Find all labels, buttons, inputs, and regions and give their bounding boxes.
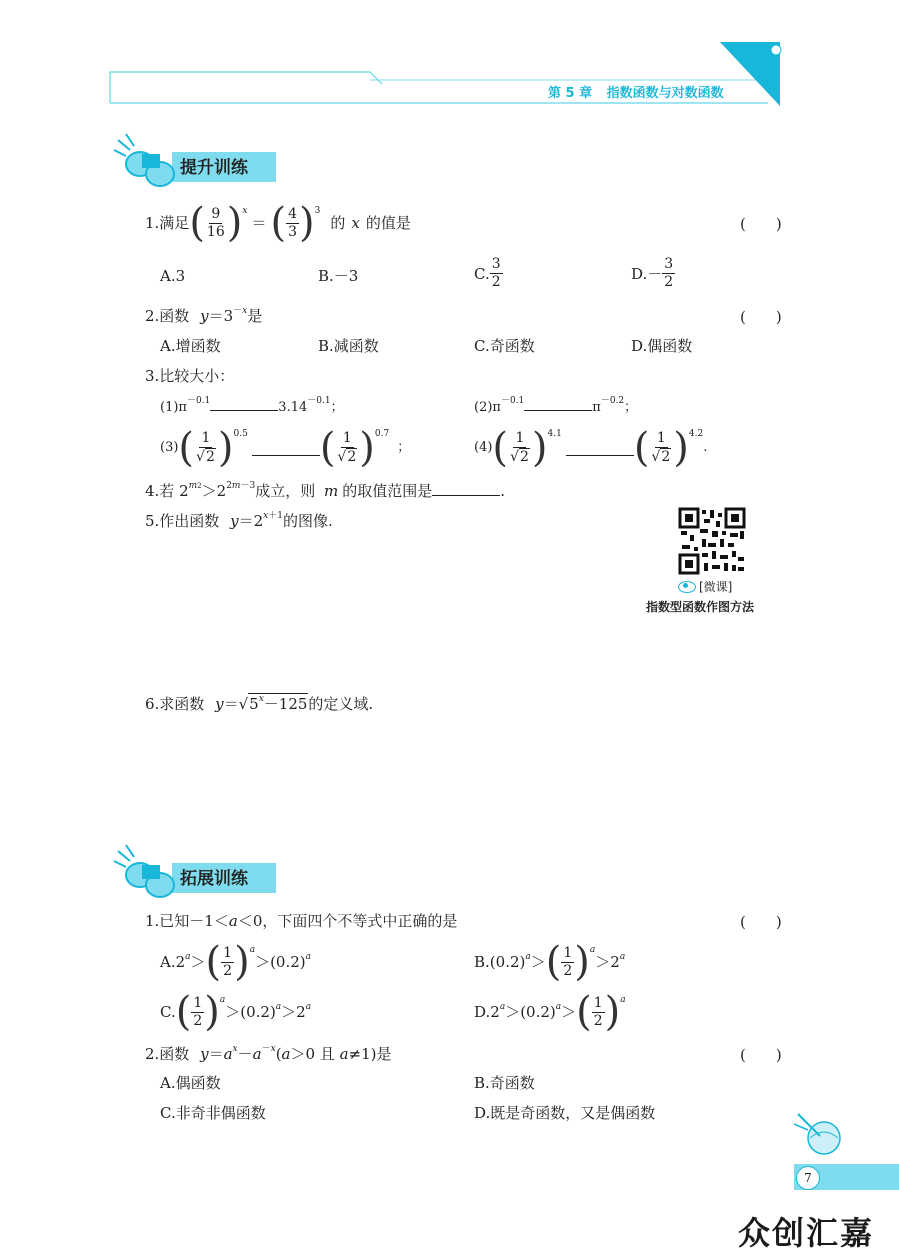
e2-option-a: A.偶函数 bbox=[160, 1074, 221, 1092]
section-title-extend: 拓展训练 bbox=[180, 869, 248, 889]
qr-caption: 指数型函数作图方法 bbox=[646, 600, 755, 614]
q3-part-1: $(1)\pi^{-0.1}$ $3.14^{-0.1}$； bbox=[160, 396, 344, 415]
e1-option-b: B. (0.2) a ＞ ( $\frac{1}{2}$ ) a ＞2 a bbox=[474, 939, 626, 985]
q1-option-a: A.3 bbox=[160, 267, 186, 285]
q1-option-b: B.－3 bbox=[318, 267, 359, 285]
q1-mid: 的 bbox=[330, 214, 346, 232]
q3-part-3: (3) ( 1 √ 2 ) 0.5 ( 1 √ 2 ) 0.7 ； bbox=[160, 425, 411, 471]
q1-suffix: 的值是 bbox=[365, 214, 411, 232]
q2-answer-paren: ( ) bbox=[740, 308, 782, 326]
q2-option-a: A.增函数 bbox=[160, 337, 221, 355]
q1-option-d: D.－ $\frac{3}{2}$ bbox=[631, 256, 674, 290]
brand-watermark: 众创汇嘉 bbox=[738, 1214, 875, 1252]
chapter-number: 第 5 章 bbox=[548, 86, 593, 101]
q3-part-4: (4) ( 1 √ 2 ) 4.1 ( 1 √ 2 ) 4.2 . bbox=[474, 425, 708, 471]
page-number: 7 bbox=[796, 1166, 820, 1190]
e2-answer-paren: ( ) bbox=[740, 1046, 782, 1064]
chapter-title: 指数函数与对数函数 bbox=[606, 86, 724, 101]
q1-var: x bbox=[351, 214, 360, 232]
question-2: 2.函数 $y=3^{-x}$是 bbox=[145, 306, 263, 325]
section-title-improve: 提升训练 bbox=[180, 158, 248, 178]
q3-part-2: $(2)\pi^{-0.1}$ $\pi^{-0.2}$； bbox=[474, 396, 638, 415]
eye-icon bbox=[678, 581, 696, 593]
q2-option-c: C.奇函数 bbox=[474, 337, 535, 355]
q1-option-c: C. $\frac{3}{2}$ bbox=[474, 256, 501, 290]
extend-question-1: 1.已知－1＜a＜0，下面四个不等式中正确的是 bbox=[145, 912, 458, 930]
question-4: 4.若 $2^{m2}>2^{2m-3}$成立，则 m 的取值范围是 . bbox=[145, 481, 506, 500]
e1-answer-paren: ( ) bbox=[740, 913, 782, 931]
q1-answer-paren: ( ) bbox=[740, 215, 782, 233]
qr-label: [微课] bbox=[678, 578, 732, 595]
question-3: 3.比较大小： bbox=[145, 367, 235, 385]
q2-option-d: D.偶函数 bbox=[631, 337, 693, 355]
e1-option-a: A. 2 a ＞ ( $\frac{1}{2}$ ) a ＞(0.2) a bbox=[160, 939, 311, 985]
e1-option-c: C. ( $\frac{1}{2}$ ) a ＞(0.2) a ＞2 a bbox=[160, 989, 312, 1035]
qr-code-icon[interactable] bbox=[678, 507, 746, 575]
q1-prefix: 1.满足 bbox=[145, 214, 190, 232]
extend-question-2: 2.函数 $y=a^x-a^{-x}(a>0$ 且 a≠1)是 bbox=[145, 1044, 392, 1063]
question-1: 1.满足 ( $\frac{9}{16}$ ) x ＝ ( $\frac{4}{3}$ ) 3 的 x 的值是 bbox=[145, 200, 411, 246]
e2-option-c: C.非奇非偶函数 bbox=[160, 1104, 266, 1122]
question-6: 6.求函数 y＝√ $5^x-125$ 的定义域. bbox=[145, 694, 374, 713]
e1-option-d: D. 2 a ＞(0.2) a ＞ ( $\frac{1}{2}$ ) a bbox=[474, 989, 626, 1035]
q2-option-b: B.减函数 bbox=[318, 337, 379, 355]
e2-option-b: B.奇函数 bbox=[474, 1074, 535, 1092]
globe-decoration-icon bbox=[790, 1108, 850, 1158]
question-5: 5.作出函数 $y=2^{x+1}$的图像. bbox=[145, 511, 333, 530]
e2-option-d: D.既是奇函数，又是偶函数 bbox=[474, 1104, 656, 1122]
